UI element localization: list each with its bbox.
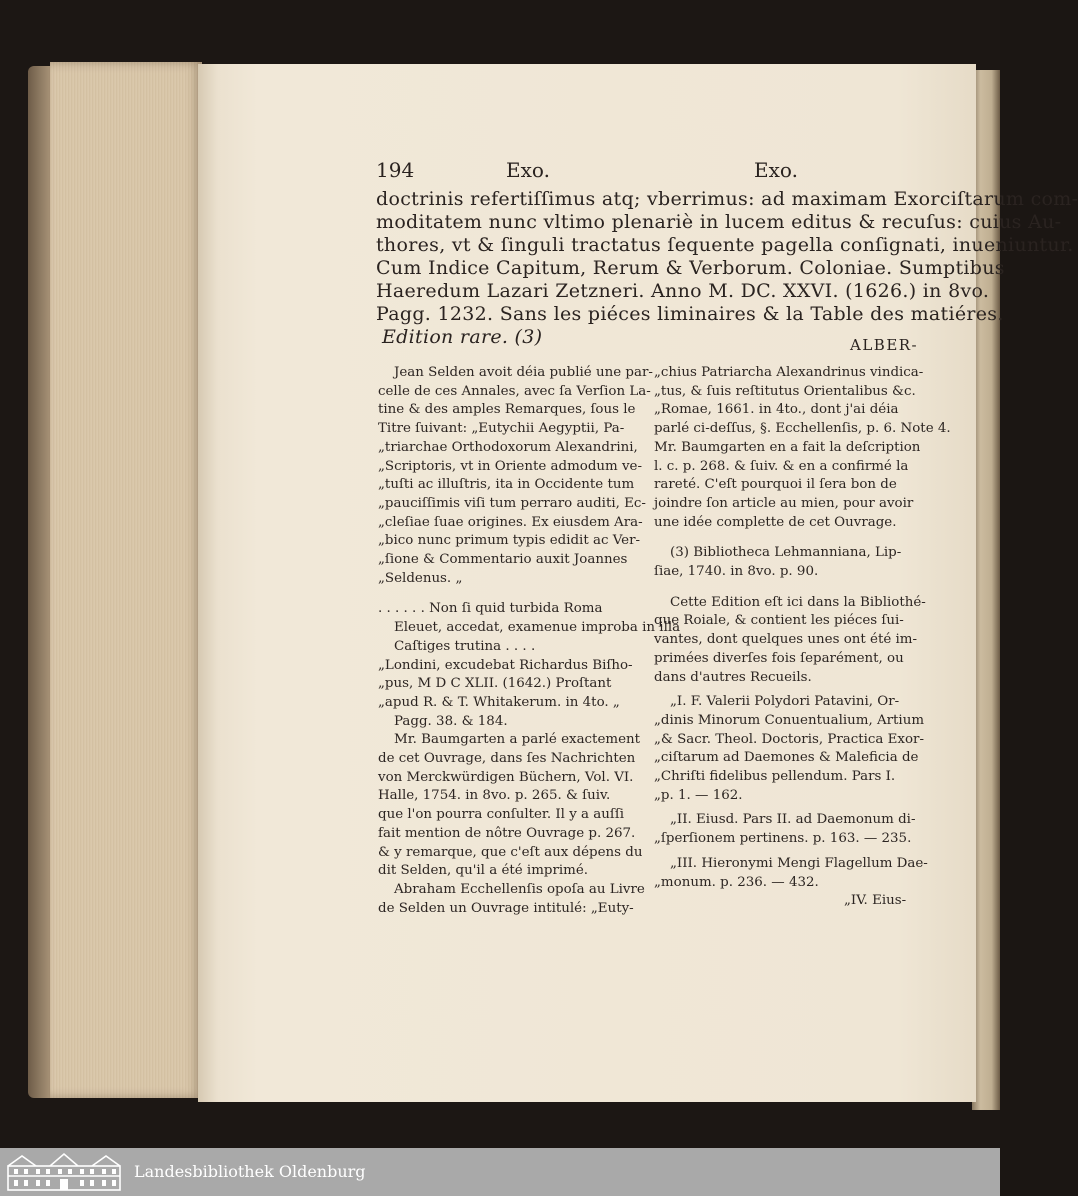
right-line: Cette Edition eſt ici dans la Bibliothé- [670,594,926,610]
left-line: „bico nunc primum typis edidit ac Ver- [378,533,640,549]
left-line: Pagg. 38. & 184. [394,713,508,729]
right-line: dans d'autres Recueils. [654,669,812,685]
left-line: de Selden un Ouvrage intitulé: „Euty- [378,900,634,916]
book-page [198,64,1078,1102]
left-line: „Scriptoris, vt in Oriente admodum ve- [378,458,642,474]
right-line: „chius Patriarcha Alexandrinus vindica- [654,365,924,380]
right-line: l. c. p. 268. & ſuiv. & en a confirmé la [654,458,909,474]
running-head-right: Exo. [754,158,798,182]
right-column [654,364,951,911]
library-name: Landesbibliothek Oldenburg [134,1162,366,1181]
catchword-alber: ALBER- [850,336,919,354]
left-line: „triarchae Orthodoxorum Alexandrini, [378,439,638,455]
left-line: Jean Selden avoit déia publié une par- [394,365,653,380]
page-number: 194 [376,158,415,182]
left-line: „Seldenus. „ [378,570,463,586]
right-line: „Chriſti fidelibus pellendum. Pars I. [654,769,896,785]
right-line: Mr. Baumgarten en a fait la deſcription [654,439,921,455]
left-line: Caſtiges trutina . . . . [394,638,536,654]
right-line: „III. Hieronymi Mengi Flagellum Dae- [670,855,928,871]
top-line-6: Pagg. 1232. Sans les piéces liminaires & la Table des matiéres. [376,303,1004,325]
right-line: rareté. C'eſt pourquoi il ſera bon de [654,477,897,493]
library-building-logo-icon [6,1152,122,1192]
left-line: „tuſti ac illuſtris, ita in Occidente tum [378,477,635,493]
top-line-7: Edition rare. (3) [382,326,543,348]
left-line: „ſione & Commentario auxit Joannes [378,552,628,568]
left-line: Abraham Ecchellenſis opoſa au Livre [394,881,645,897]
right-line: „p. 1. — 162. [654,787,743,803]
left-line: dit Selden, qu'il a été imprimé. [378,863,589,879]
right-line: joindre ſon article au mien, pour avoir [654,495,914,511]
right-line: „ſperſionem pertinens. p. 163. — 235. [654,831,912,847]
left-line: „cleſiae ſuae origines. Ex eiusdem Ara- [378,514,643,530]
right-line: „Romae, 1661. in 4to., dont j'ai déia [654,402,899,418]
left-line: Mr. Baumgarten a parlé exactement [394,732,640,748]
top-line-1: doctrinis refertiſſimus atq; vberrimus: ad maximam Exorciſtarum com- [376,188,1078,210]
right-line: „dinis Minorum Conuentualium, Artium [654,712,925,728]
catchword-eius: „IV. Eius- [844,893,907,909]
left-line: fait mention de nôtre Ouvrage p. 267. [378,825,636,841]
right-line: vantes, dont quelques unes ont été im- [654,632,918,648]
right-line: „I. F. Valerii Polydori Patavini, Or- [670,694,900,710]
right-line: parlé ci-deſſus, §. Ecchellenſis, p. 6. Note 4. [654,421,951,437]
left-line: Halle, 1754. in 8vo. p. 265. & ſuiv. [378,788,611,804]
top-line-4: Cum Indice Capitum, Rerum & Verborum. Coloniae. Sumptibus [376,257,1005,279]
top-line-2: moditatem nunc vltimo plenariè in lucem editus & recuſus: cuius Au- [376,211,1062,233]
footer-bar [0,1148,1000,1196]
left-line: & y remarque, que c'eſt aux dépens du [378,844,643,860]
running-head-left: Exo. [506,158,550,182]
page-edges [50,62,202,1098]
left-line: de cet Ouvrage, dans ſes Nachrichten [378,751,636,767]
left-line: que l'on pourra conſulter. Il y a auſſi [378,807,625,823]
top-line-3: thores, vt & ſinguli tractatus ſequente pagella conſignati, inueniuntur. [376,234,1074,256]
left-line: „Londini, excudebat Richardus Biſho- [378,657,633,673]
right-line: „monum. p. 236. — 432. [654,874,819,890]
right-line: une idée complette de cet Ouvrage. [654,514,897,530]
left-line: „apud R. & T. Whitakerum. in 4to. „ [378,694,620,710]
left-line: tine & des amples Remarques, ſous le [378,402,636,418]
left-line: „pus, M D C XLII. (1642.) Proſtant [378,676,612,692]
right-line: „tus, & ſuis reſtitutus Orientalibus &c. [654,383,916,399]
right-line: que Roiale, & contient les piéces ſui- [654,613,904,629]
right-line: primées diverſes fois ſeparément, ou [654,650,904,666]
left-line: „pauciſſimis viſi tum perraro auditi, Ec- [378,495,646,511]
left-line: Eleuet, accedat, examenue improba in illa [394,620,681,636]
left-line: Titre ſuivant: „Eutychii Aegyptii, Pa- [378,421,625,437]
left-column [378,364,681,918]
left-line: von Merckwürdigen Büchern, Vol. VI. [378,769,634,785]
left-line: celle de ces Annales, avec ſa Verſion La- [378,383,651,399]
footnote-line: (3) Bibliotheca Lehmanniana, Lip- [670,545,902,561]
top-line-5: Haeredum Lazari Zetzneri. Anno M. DC. XXVI. (1626.) in 8vo. [376,280,990,302]
left-line: . . . . . . Non ſi quid turbida Roma [378,601,603,617]
right-line: „ciſtarum ad Daemones & Maleficia de [654,750,919,766]
footnote-line: ſiae, 1740. in 8vo. p. 90. [654,564,819,580]
right-line: „II. Eiusd. Pars II. ad Daemonum di- [670,812,916,828]
right-line: „& Sacr. Theol. Doctoris, Practica Exor- [654,731,924,747]
